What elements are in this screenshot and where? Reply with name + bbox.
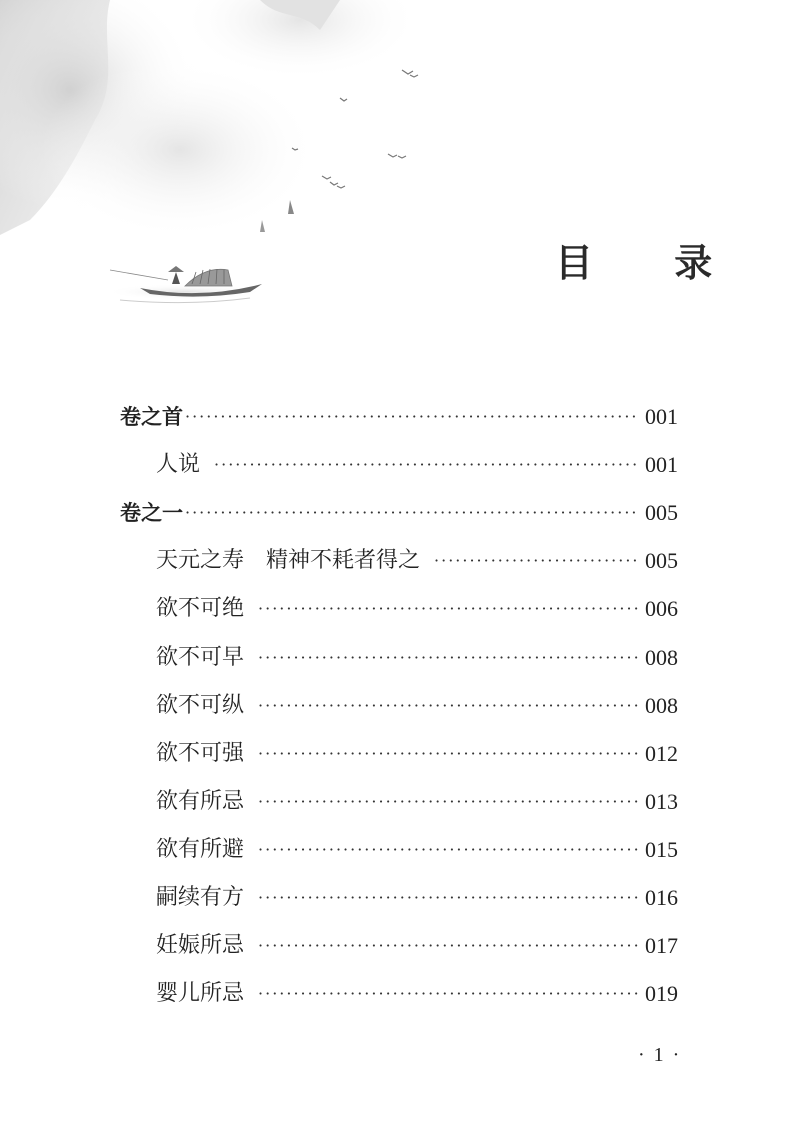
dot-leader — [258, 835, 639, 865]
toc-entry-page-number: 001 — [645, 452, 678, 477]
toc-entry[interactable] — [156, 739, 678, 769]
toc-entry[interactable] — [120, 498, 678, 528]
dot-leader — [258, 787, 639, 817]
dot-leader — [258, 739, 639, 769]
toc-entry[interactable] — [156, 546, 678, 576]
dot-leader — [258, 931, 639, 961]
dot-leader — [185, 498, 639, 528]
toc-entry[interactable] — [156, 883, 678, 913]
dot-leader — [258, 691, 639, 721]
toc-entry-page-number: 005 — [645, 548, 678, 573]
dot-leader — [434, 546, 639, 576]
toc-entry-page-number: 015 — [645, 837, 678, 862]
toc-entry[interactable] — [156, 691, 678, 721]
dot-leader — [258, 594, 639, 624]
toc-entry-page-number: 008 — [645, 693, 678, 718]
toc-entry-page-number: 013 — [645, 789, 678, 814]
toc-entry-label: 卷之首 — [120, 405, 183, 429]
page-title: 目 录 — [555, 241, 747, 285]
toc-entry[interactable] — [156, 787, 678, 817]
toc-entry-page-number: 001 — [645, 404, 678, 429]
toc-entry-label: 欲有所避 — [156, 837, 245, 862]
toc-entry[interactable] — [120, 402, 678, 432]
toc-entry[interactable] — [156, 835, 678, 865]
page-number: · 1 · — [638, 1044, 682, 1066]
toc-entry[interactable] — [156, 931, 678, 961]
toc-entry-page-number: 019 — [645, 981, 678, 1006]
toc-entry-label: 卷之一 — [120, 501, 183, 525]
dot-leader — [258, 643, 639, 673]
toc-entry-page-number: 017 — [645, 933, 678, 958]
toc-entry-label: 婴儿所忌 — [156, 981, 245, 1006]
toc-entry-label: 欲不可绝 — [156, 596, 245, 621]
toc-entry-label: 欲不可早 — [156, 645, 245, 670]
toc-entry-label: 欲不可纵 — [156, 693, 245, 718]
dot-leader — [214, 450, 639, 480]
toc-entry-page-number: 012 — [645, 741, 678, 766]
toc-entry-label: 人说 — [156, 452, 201, 477]
toc-entry-page-number: 008 — [645, 645, 678, 670]
dot-leader — [185, 402, 639, 432]
toc-entry-label: 欲不可强 — [156, 741, 245, 766]
toc-entry[interactable] — [156, 643, 678, 673]
dot-leader — [258, 883, 639, 913]
fishing-boat-shape — [105, 266, 265, 303]
toc-entry-label: 天元之寿 精神不耗者得之 — [156, 548, 421, 573]
toc-entry[interactable] — [156, 450, 678, 480]
toc-entry-page-number: 006 — [645, 596, 678, 621]
toc-entry[interactable] — [156, 979, 678, 1009]
toc-entry-page-number: 005 — [645, 500, 678, 525]
toc-entry-label: 嗣续有方 — [156, 885, 245, 910]
toc-entry[interactable] — [156, 594, 678, 624]
mountain-shape — [0, 0, 420, 240]
toc-entry-page-number: 016 — [645, 885, 678, 910]
dot-leader — [258, 979, 639, 1009]
toc-entry-label: 妊娠所忌 — [156, 933, 245, 958]
toc-entry-label: 欲有所忌 — [156, 789, 245, 814]
